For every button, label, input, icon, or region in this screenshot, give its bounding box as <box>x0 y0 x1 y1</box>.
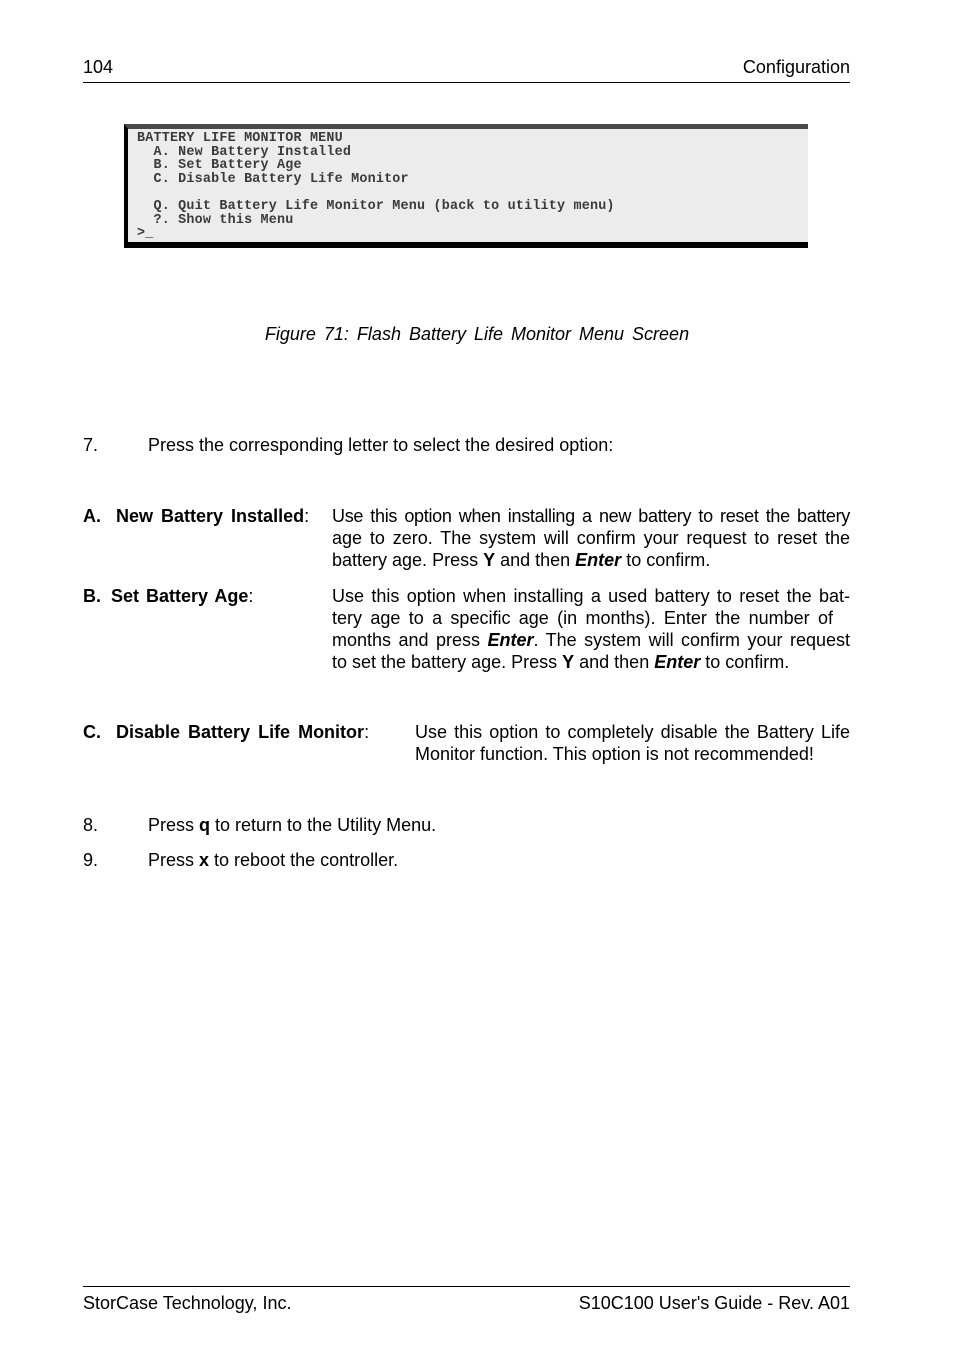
option-b-label: B. Set Battery Age: <box>83 586 254 606</box>
footer-rule <box>83 1286 850 1287</box>
footer-company: StorCase Technology, Inc. <box>83 1293 292 1313</box>
option-a-description: Use this option when installing a new battery to reset the battery age to zero. The system will confirm your request to reset the battery age. Press Y and then Enter to confirm. <box>332 506 850 570</box>
page-number: 104 <box>83 57 114 77</box>
terminal-screenshot <box>124 124 808 248</box>
step-7-number: 7. <box>83 435 99 455</box>
step-9-text: Press x to reboot the controller. <box>148 850 399 870</box>
step-9-number: 9. <box>83 850 99 870</box>
footer-document-title: S10C100 User's Guide - Rev. A01 <box>578 1293 850 1313</box>
terminal-text: BATTERY LIFE MONITOR MENU A. New Battery Installed B. Set Battery Age C. Disable Battery Life Monitor Q. Quit Battery Life Monitor Menu (back to utility menu) ?. Show this Menu >_ <box>137 131 615 242</box>
step-8-number: 8. <box>83 815 99 835</box>
option-c-description: Use this option to completely disable the Battery Life Monitor function. This option is not recommended! <box>415 722 850 764</box>
option-a-label: A. New Battery Installed: <box>83 506 310 526</box>
header-rule <box>83 82 850 83</box>
figure-caption: Figure 71: Flash Battery Life Monitor Menu Screen <box>264 324 690 344</box>
option-b-description: Use this option when installing a used battery to reset the bat- tery age to a specific age (in months). Enter the number of months and press Enter. The system will confirm your request to set the battery age. Press Y and then Enter to confirm. <box>332 586 851 672</box>
section-title: Configuration <box>742 57 850 77</box>
step-7-text: Press the corresponding letter to select the desired option: <box>148 435 614 455</box>
option-c-label: C. Disable Battery Life Monitor: <box>83 722 370 742</box>
step-8-text: Press q to return to the Utility Menu. <box>148 815 437 835</box>
